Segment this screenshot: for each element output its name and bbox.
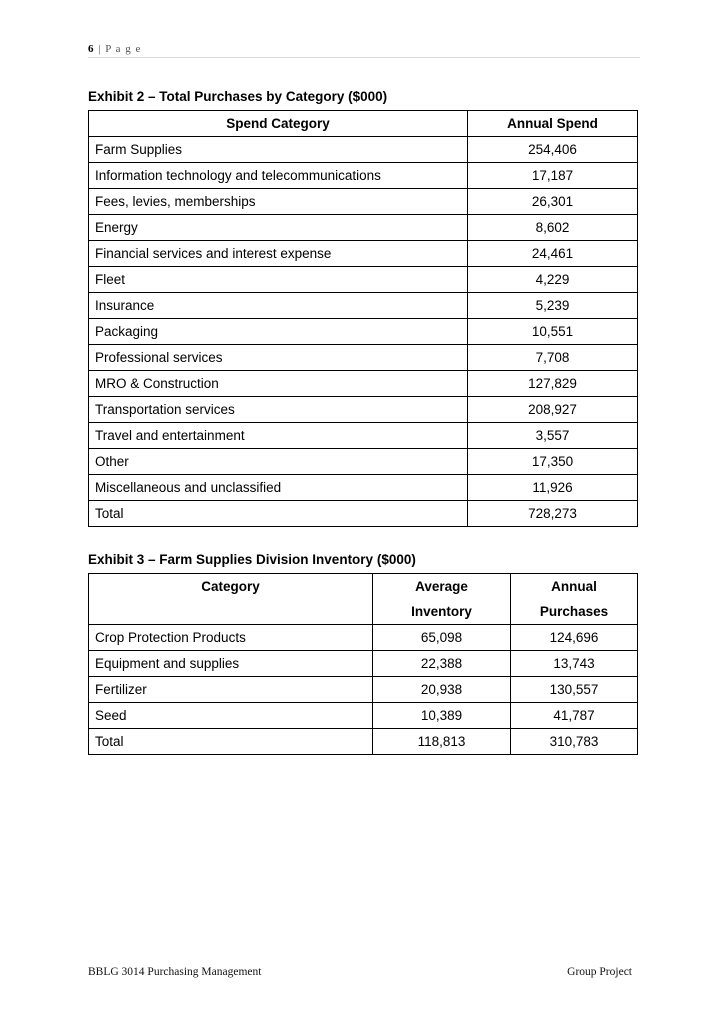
table-row <box>89 397 638 423</box>
value-cell: 4,229 <box>468 267 638 293</box>
value-cell: 130,557 <box>511 677 638 703</box>
table-row <box>89 703 638 729</box>
row-label-cell: Equipment and supplies <box>89 651 373 677</box>
value-cell: 22,388 <box>373 651 511 677</box>
row-label-cell: Total <box>89 501 468 527</box>
column-header-average-inventory <box>373 574 511 625</box>
value-cell: 7,708 <box>468 345 638 371</box>
row-label-cell: Farm Supplies <box>89 137 468 163</box>
table-row <box>89 241 638 267</box>
row-label-cell: Total <box>89 729 373 755</box>
table-row <box>89 729 638 755</box>
table-row <box>89 345 638 371</box>
value-cell: 24,461 <box>468 241 638 267</box>
column-header-category <box>89 574 373 625</box>
value-cell: 26,301 <box>468 189 638 215</box>
table-header-row <box>89 111 638 137</box>
header-line: Purchases <box>539 604 609 619</box>
table-header-row <box>89 574 638 625</box>
value-cell: 20,938 <box>373 677 511 703</box>
table-row <box>89 449 638 475</box>
value-cell: 13,743 <box>511 651 638 677</box>
table-row <box>89 163 638 189</box>
table-row <box>89 625 638 651</box>
footer-document-type: Group Project <box>567 966 632 978</box>
value-cell: 65,098 <box>373 625 511 651</box>
header-line: Annual <box>551 579 597 594</box>
row-label-cell: Insurance <box>89 293 468 319</box>
header-category-text: Category <box>201 579 260 594</box>
value-cell: 208,927 <box>468 397 638 423</box>
page-number: 6 <box>88 43 95 55</box>
row-label-cell: Fertilizer <box>89 677 373 703</box>
row-label-cell: Professional services <box>89 345 468 371</box>
table-row <box>89 501 638 527</box>
row-label-cell: Miscellaneous and unclassified <box>89 475 468 501</box>
footer-course: BBLG 3014 Purchasing Management <box>88 966 262 978</box>
value-cell: 254,406 <box>468 137 638 163</box>
value-cell: 17,350 <box>468 449 638 475</box>
value-cell: 41,787 <box>511 703 638 729</box>
value-cell: 118,813 <box>373 729 511 755</box>
value-cell: 3,557 <box>468 423 638 449</box>
page-header: 6 | P a g e <box>88 43 640 58</box>
row-label-cell: Other <box>89 449 468 475</box>
row-label-cell: Crop Protection Products <box>89 625 373 651</box>
value-cell: 11,926 <box>468 475 638 501</box>
value-cell: 8,602 <box>468 215 638 241</box>
value-cell: 728,273 <box>468 501 638 527</box>
value-cell: 5,239 <box>468 293 638 319</box>
table-row <box>89 319 638 345</box>
row-label-cell: Seed <box>89 703 373 729</box>
value-cell: 127,829 <box>468 371 638 397</box>
column-header-annual-spend: Annual Spend <box>468 111 638 137</box>
row-label-cell: Energy <box>89 215 468 241</box>
value-cell: 10,551 <box>468 319 638 345</box>
column-header-spend-category: Spend Category <box>89 111 468 137</box>
page-label: P a g e <box>105 43 142 55</box>
column-header-annual-purchases <box>511 574 638 625</box>
table-row <box>89 475 638 501</box>
table-row <box>89 215 638 241</box>
row-label-cell: Packaging <box>89 319 468 345</box>
value-cell: 17,187 <box>468 163 638 189</box>
table-row <box>89 677 638 703</box>
exhibit-3-table <box>88 573 638 755</box>
table-row <box>89 293 638 319</box>
row-label-cell: Fees, levies, memberships <box>89 189 468 215</box>
table-row <box>89 651 638 677</box>
header-line: Inventory <box>411 604 472 619</box>
row-label-cell: Financial services and interest expense <box>89 241 468 267</box>
value-cell: 124,696 <box>511 625 638 651</box>
table-row <box>89 371 638 397</box>
table-row <box>89 189 638 215</box>
exhibit-2-title: Exhibit 2 – Total Purchases by Category ($000) <box>88 89 388 104</box>
table-row <box>89 423 638 449</box>
exhibit-3-title: Exhibit 3 – Farm Supplies Division Inventory ($000) <box>88 552 416 567</box>
table-row <box>89 267 638 293</box>
row-label-cell: Travel and entertainment <box>89 423 468 449</box>
table-row <box>89 137 638 163</box>
row-label-cell: Fleet <box>89 267 468 293</box>
value-cell: 10,389 <box>373 703 511 729</box>
value-cell: 310,783 <box>511 729 638 755</box>
header-line: Average <box>415 579 468 594</box>
row-label-cell: Information technology and telecommunications <box>89 163 468 189</box>
row-label-cell: Transportation services <box>89 397 468 423</box>
row-label-cell: MRO & Construction <box>89 371 468 397</box>
exhibit-2-table <box>88 110 638 527</box>
